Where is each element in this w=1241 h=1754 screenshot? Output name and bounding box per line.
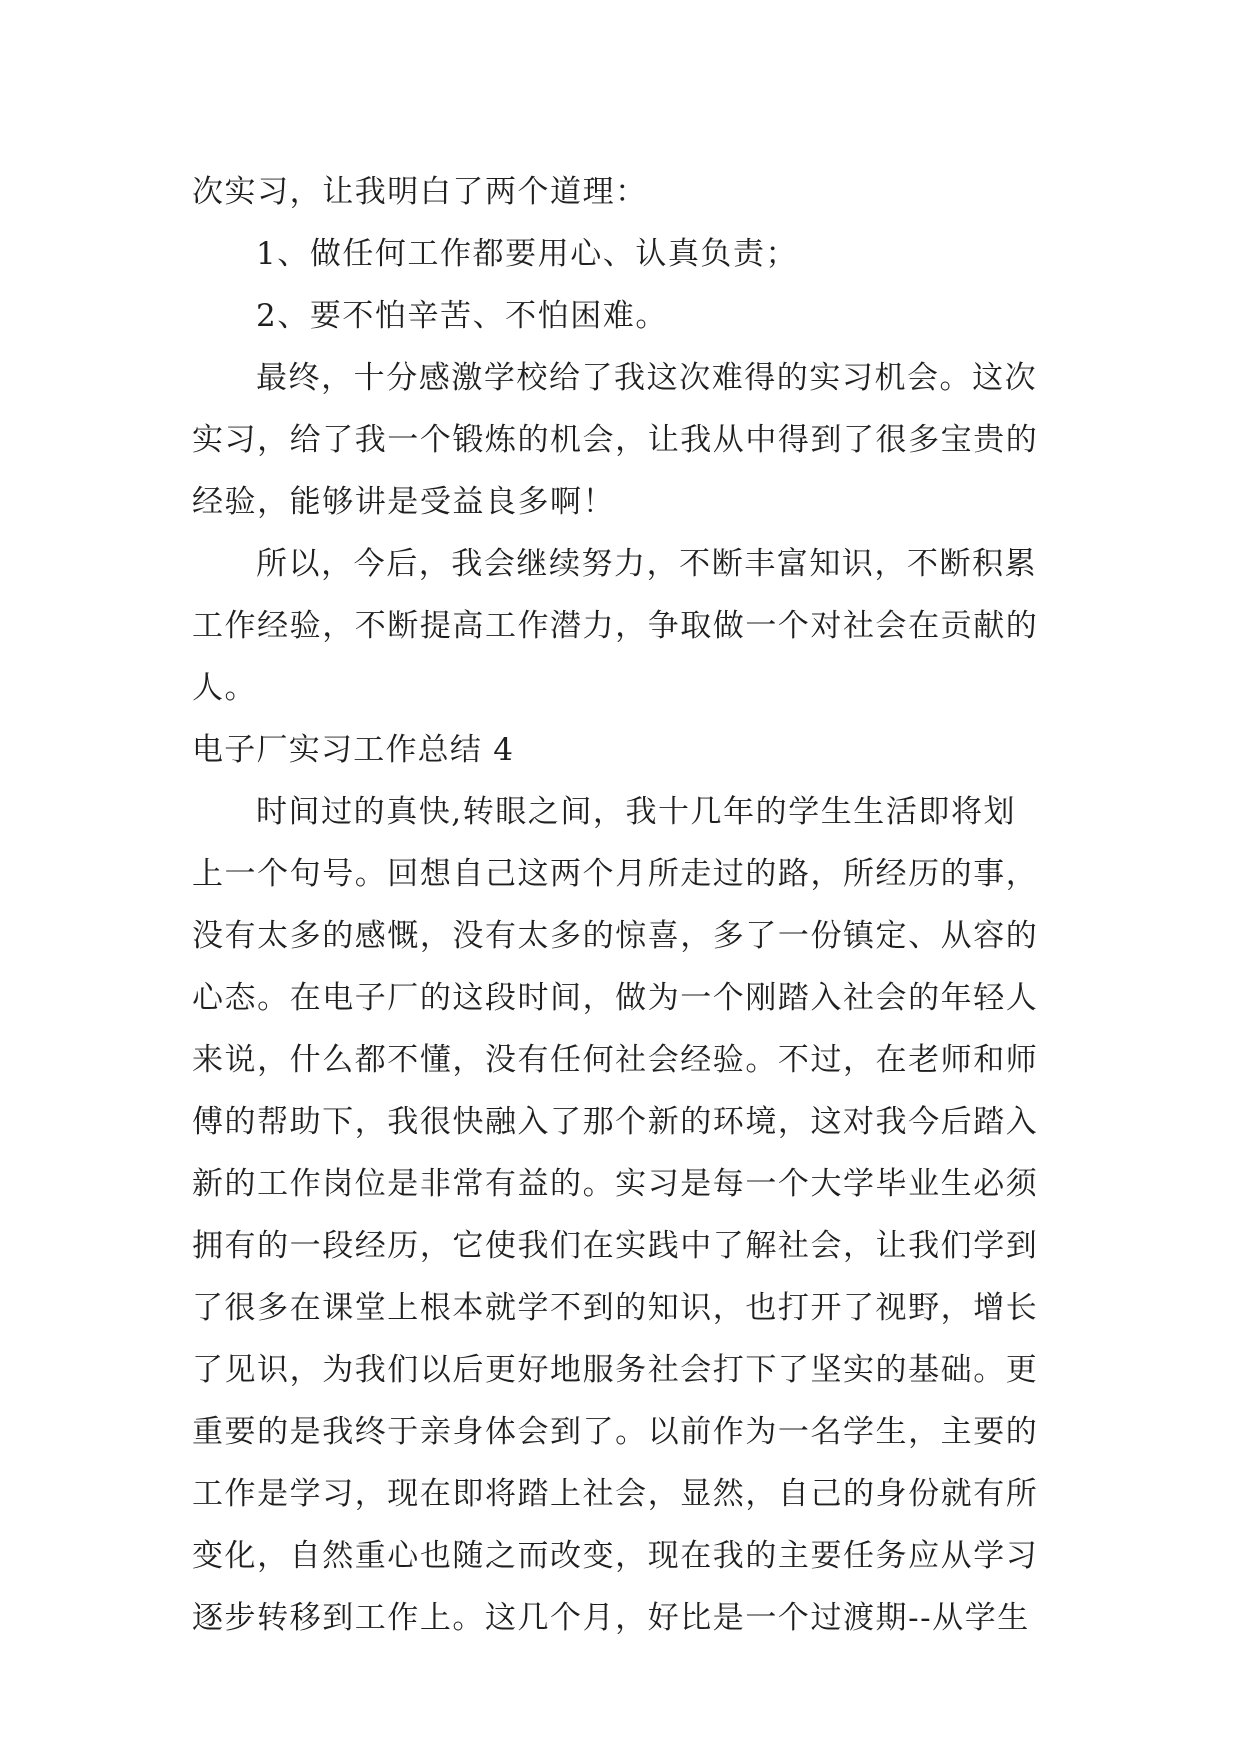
document-body (192, 161, 1052, 1649)
text-line: 来说，什么都不懂，没有任何社会经验。不过，在老师和师 (192, 1042, 1039, 1078)
text-line: 经验，能够讲是受益良多啊！ (192, 484, 616, 520)
text-line: 重要的是我终于亲身体会到了。以前作为一名学生，主要的 (192, 1414, 1039, 1450)
paragraph-start: 时间过的真快,转眼之间，我十几年的学生生活即将划 (256, 794, 1017, 830)
list-item-1: 1、做任何工作都要用心、认真负责； (256, 236, 799, 272)
text-line: 了见识，为我们以后更好地服务社会打下了坚实的基础。更 (192, 1352, 1039, 1388)
text-line: 心态。在电子厂的这段时间，做为一个刚踏入社会的年轻人 (192, 980, 1039, 1016)
text-line: 次实习，让我明白了两个道理： (192, 174, 648, 210)
text-line: 变化，自然重心也随之而改变，现在我的主要任务应从学习 (192, 1538, 1039, 1574)
paragraph-start: 最终，十分感激学校给了我这次难得的实习机会。这次 (256, 360, 1038, 396)
text-line: 工作是学习，现在即将踏上社会，显然，自己的身份就有所 (192, 1476, 1039, 1512)
text-line: 工作经验，不断提高工作潜力，争取做一个对社会在贡献的 (192, 608, 1039, 644)
paragraph-start: 所以，今后，我会继续努力，不断丰富知识，不断积累 (256, 546, 1038, 582)
list-item-2: 2、要不怕辛苦、不怕困难。 (256, 298, 668, 334)
section-heading: 电子厂实习工作总结 4 (192, 732, 515, 768)
text-line: 没有太多的感慨，没有太多的惊喜，多了一份镇定、从容的 (192, 918, 1039, 954)
text-line: 人。 (192, 670, 258, 706)
text-line: 实习，给了我一个锻炼的机会，让我从中得到了很多宝贵的 (192, 422, 1039, 458)
text-line: 新的工作岗位是非常有益的。实习是每一个大学毕业生必须 (192, 1166, 1039, 1202)
text-line: 上一个句号。回想自己这两个月所走过的路，所经历的事， (192, 856, 1039, 892)
text-line: 逐步转移到工作上。这几个月，好比是一个过渡期--从学生 (192, 1600, 1030, 1636)
text-line: 傅的帮助下，我很快融入了那个新的环境，这对我今后踏入 (192, 1104, 1039, 1140)
text-line: 拥有的一段经历，它使我们在实践中了解社会，让我们学到 (192, 1228, 1039, 1264)
text-line: 了很多在课堂上根本就学不到的知识，也打开了视野，增长 (192, 1290, 1039, 1326)
